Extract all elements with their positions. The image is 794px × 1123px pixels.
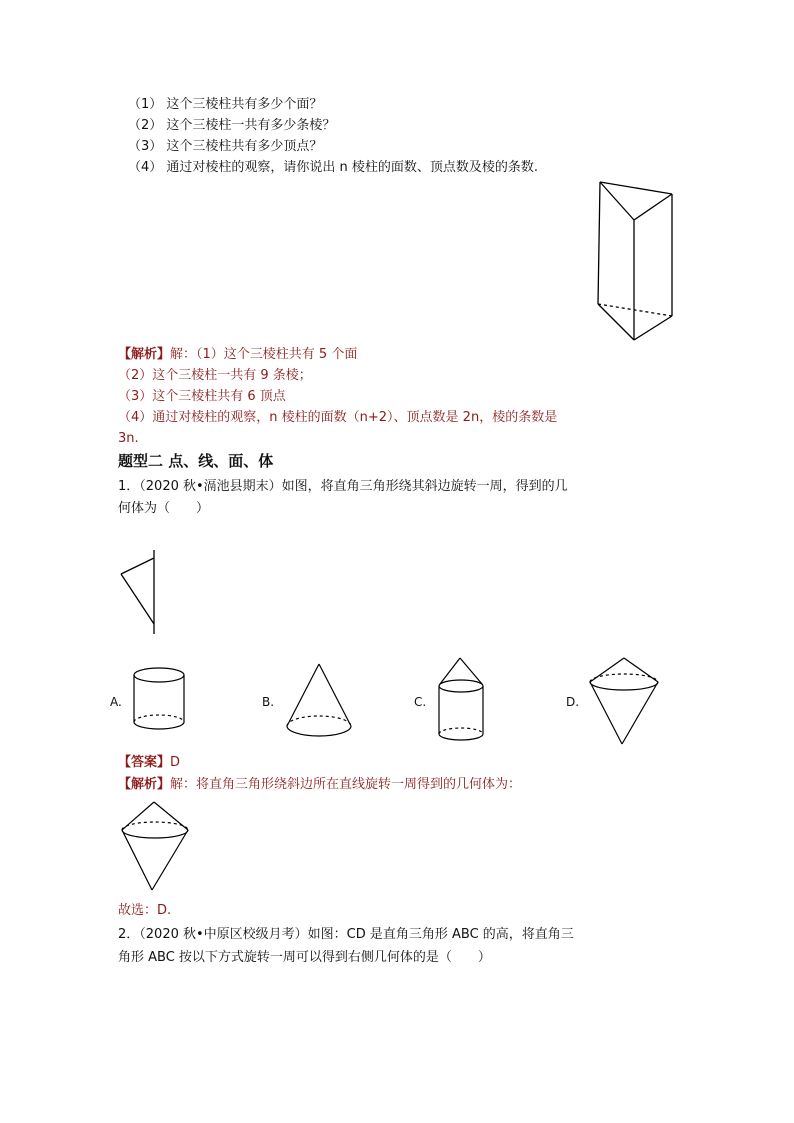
q2-line-2: 角形 ABC 按以下方式旋转一周可以得到右侧几何体的是（ ） [118,950,491,965]
analysis1-line-3: （3）这个三棱柱共有 6 顶点 [118,389,286,404]
analysis2-conclusion: 故选：D. [118,903,172,918]
analysis1-line-1 [118,346,357,364]
right-triangle-figure [118,548,168,638]
analysis1-tag: 【解析】 [118,347,171,362]
question-4: （4） 通过对棱柱的观察，请你说出 n 棱柱的面数、顶点数及棱的条数. [128,160,539,175]
option-b-cone [284,662,354,742]
option-c-label: C. [414,695,427,709]
analysis2-line [118,776,521,794]
analysis1-text-1: 解：（1）这个三棱柱共有 5 个面 [170,347,358,362]
analysis2-tag: 【解析】 [118,777,171,792]
analysis1-line-5: 3n. [118,431,139,446]
analysis-double-cone [120,800,192,892]
answer-value: D [170,755,181,770]
analysis2-text: 解：将直角三角形绕斜边所在直线旋转一周得到的几何体为： [170,777,522,792]
option-a-label: A. [110,695,122,709]
option-b-label: B. [262,695,275,709]
option-d-double-cone [588,656,660,746]
analysis1-line-2: （2）这个三棱柱一共有 9 条棱； [118,368,312,383]
q1-line-2: 何体为（ ） [118,501,210,516]
answer-line [118,754,180,772]
question-1: （1） 这个三棱柱共有多少个面？ [128,97,323,112]
q1-line-1: 1．（2020 秋•滆池县期末）如图，将直角三角形绕其斜边旋转一周，得到的几 [118,479,568,494]
q2-line-1: 2．（2020 秋•中原区校级月考）如图：CD 是直角三角形 ABC 的高，将直角三 [118,927,574,942]
section-title: 题型二 点、线、面、体 [118,452,274,470]
analysis1-line-4: （4）通过对棱柱的观察，n 棱柱的面数（n+2）、顶点数是 2n，棱的条数是 [118,410,558,425]
option-c-cone-cylinder [436,656,488,746]
triangular-prism-figure [592,180,682,350]
question-2: （2） 这个三棱柱一共有多少条棱？ [128,118,336,133]
option-a-cylinder [132,666,188,732]
answer-tag: 【答案】 [118,755,171,770]
question-3: （3） 这个三棱柱共有多少顶点？ [128,139,323,154]
option-d-label: D. [566,695,580,709]
